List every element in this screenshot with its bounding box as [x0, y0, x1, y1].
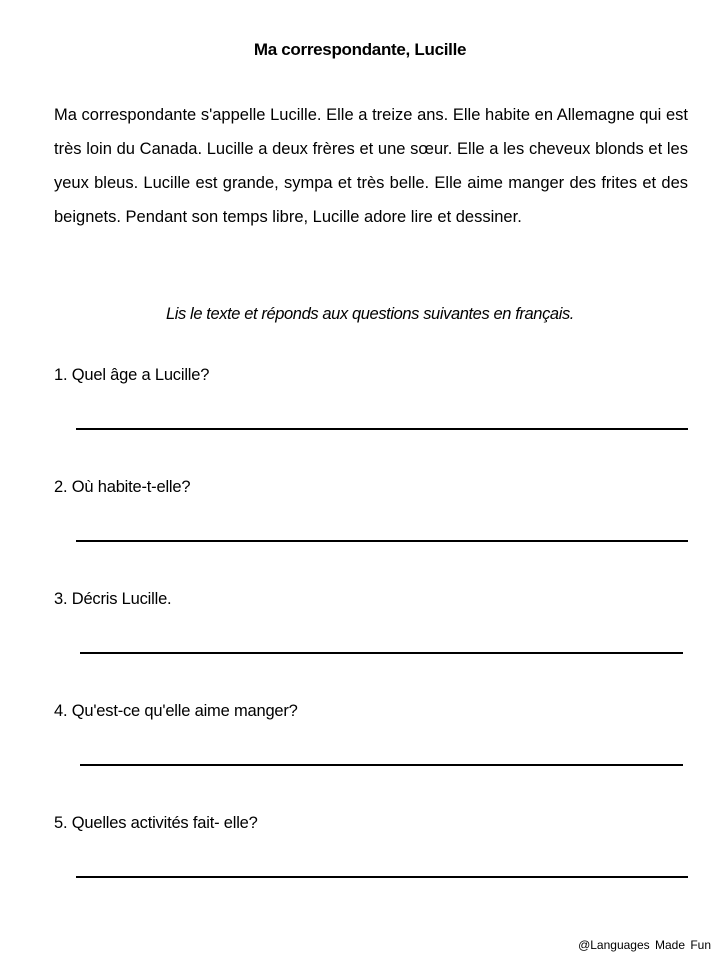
answer-line-1[interactable]: [76, 428, 688, 430]
answer-line-4[interactable]: [80, 764, 683, 766]
answer-line-5[interactable]: [76, 876, 688, 878]
question-2: 2. Où habite-t-elle?: [54, 478, 191, 496]
question-3: 3. Décris Lucille.: [54, 590, 172, 608]
answer-line-2[interactable]: [76, 540, 688, 542]
footer-credit: @Languages Made Fun: [578, 938, 711, 952]
answer-line-3[interactable]: [80, 652, 683, 654]
instruction-text: Lis le texte et réponds aux questions suivantes en français.: [165, 305, 574, 323]
question-5: 5. Quelles activités fait- elle?: [54, 814, 258, 832]
reading-passage: Ma correspondante s'appelle Lucille. Elle a treize ans. Elle habite en Allemagne qui est très loin du Canada. Lucille a deux frères et une sœur. Elle a les cheveux blonds et les yeux bleus. Lucille est grande, sympa et très belle. Elle aime manger des frites et des beignets. Pendant son temps libre, Lucille adore lire et dessiner.: [54, 106, 688, 226]
worksheet-title: Ma correspondante, Lucille: [253, 40, 467, 59]
question-4: 4. Qu'est-ce qu'elle aime manger?: [54, 702, 298, 720]
question-1: 1. Quel âge a Lucille?: [54, 366, 210, 384]
